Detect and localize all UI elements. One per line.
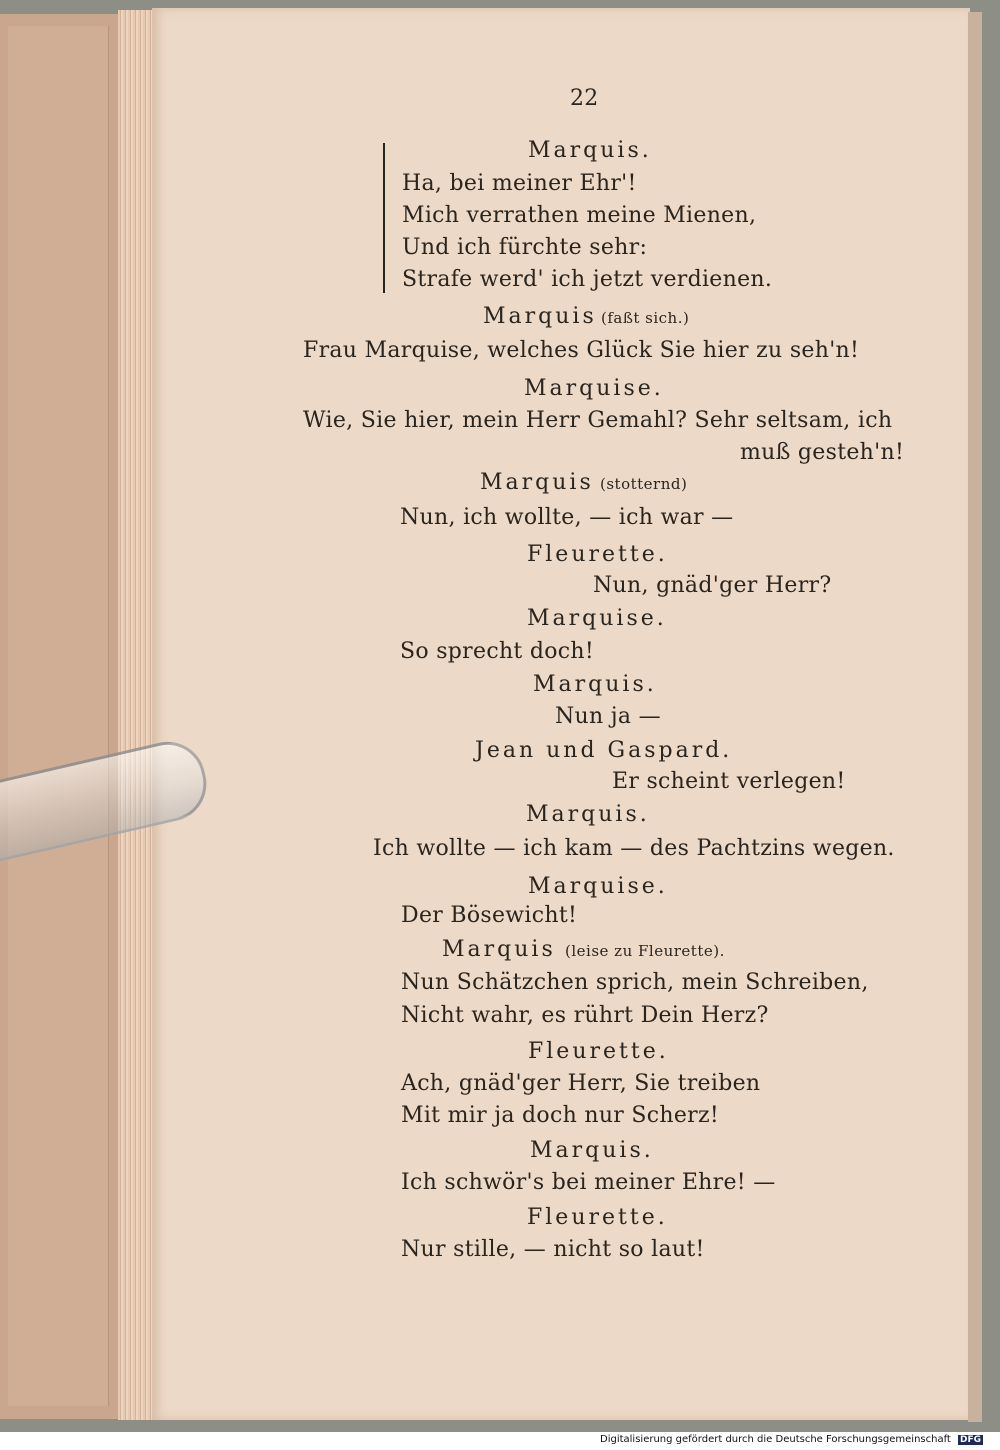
verse-line: Der Bösewicht! xyxy=(401,903,578,928)
speaker-label: Marquis. xyxy=(526,802,650,827)
page-right-edge xyxy=(968,12,982,1422)
verse-line: Wie, Sie hier, mein Herr Gemahl? Sehr seltsam, ich xyxy=(303,408,893,433)
speaker-label: Marquis xyxy=(442,937,556,962)
verse-line: Ich wollte — ich kam — des Pachtzins wegen. xyxy=(373,836,895,861)
verse-line: Mich verrathen meine Mienen, xyxy=(402,203,757,228)
speaker-label: Marquis xyxy=(483,304,597,329)
speaker-label: Marquis. xyxy=(530,1138,654,1163)
speaker-label: Fleurette. xyxy=(527,542,668,567)
verse-bracket xyxy=(383,143,391,293)
speaker-label: Fleurette. xyxy=(527,1205,668,1230)
verse-line: Strafe werd' ich jetzt verdienen. xyxy=(402,267,773,292)
verse-line: Nun ja — xyxy=(555,704,661,729)
speaker-label: Marquise. xyxy=(524,376,664,401)
verse-line: So sprecht doch! xyxy=(400,639,595,664)
verse-line: Nur stille, — nicht so laut! xyxy=(401,1237,705,1262)
verse-line: Nun Schätzchen sprich, mein Schreiben, xyxy=(401,970,869,995)
speaker-label: Fleurette. xyxy=(528,1039,669,1064)
speaker-label: Marquis. xyxy=(533,672,657,697)
stage-direction: (faßt sich.) xyxy=(601,309,690,327)
verse-line: Und ich fürchte sehr: xyxy=(402,235,648,260)
verse-line: Ha, bei meiner Ehr'! xyxy=(402,171,637,196)
page-number: 22 xyxy=(570,86,599,111)
verse-line: Nun, gnäd'ger Herr? xyxy=(593,573,832,598)
speaker-label: Marquise. xyxy=(528,874,668,899)
verse-line: Ich schwör's bei meiner Ehre! — xyxy=(401,1170,776,1195)
verse-line: Nicht wahr, es rührt Dein Herz? xyxy=(401,1003,769,1028)
speaker-label: Marquis xyxy=(480,470,594,495)
dfg-logo: DFG xyxy=(960,1435,982,1445)
verse-line: muß gesteh'n! xyxy=(740,440,905,465)
verse-line: Nun, ich wollte, — ich war — xyxy=(400,505,734,530)
digitization-credit xyxy=(600,1434,983,1448)
speaker-label: Marquise. xyxy=(527,606,667,631)
verse-line: Er scheint verlegen! xyxy=(612,769,846,794)
speaker-label: Marquis. xyxy=(528,138,652,163)
verse-line: Ach, gnäd'ger Herr, Sie treiben xyxy=(401,1071,761,1096)
stage-direction: (stotternd) xyxy=(600,475,688,493)
verse-line: Frau Marquise, welches Glück Sie hier zu seh'n! xyxy=(303,338,860,363)
credit-text: Digitalisierung gefördert durch die Deutsche Forschungsgemeinschaft xyxy=(600,1434,951,1445)
verse-line: Mit mir ja doch nur Scherz! xyxy=(401,1103,720,1128)
speaker-label: Jean und Gaspard. xyxy=(475,738,733,763)
stage-direction: (leise zu Fleurette). xyxy=(565,942,725,960)
